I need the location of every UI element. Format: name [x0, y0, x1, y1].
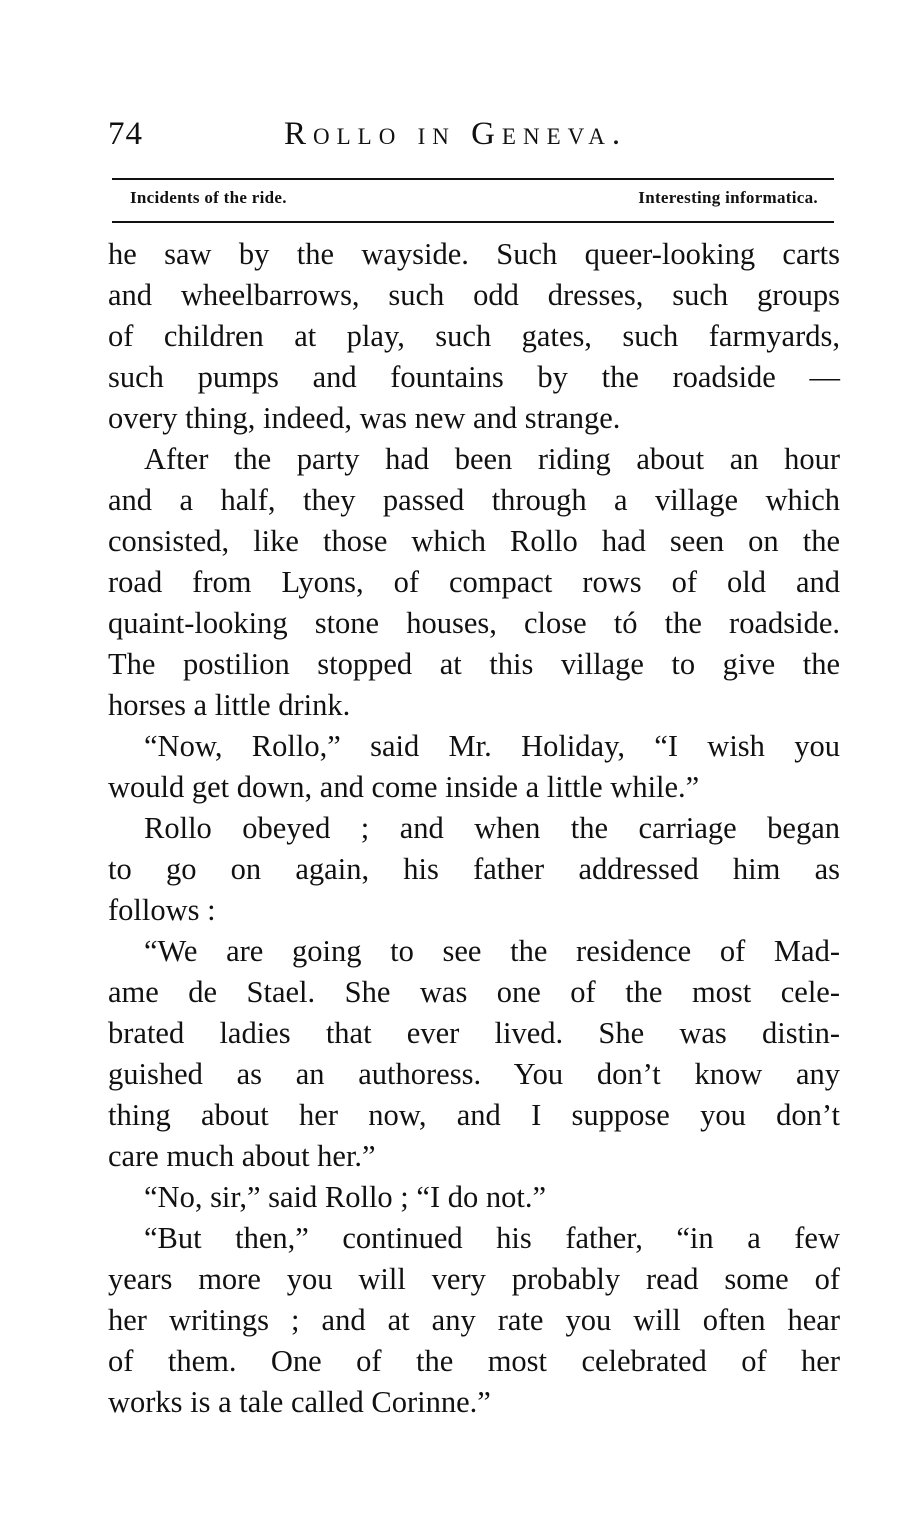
- text-line: her writings ; and at any rate you will often hear: [108, 1303, 840, 1337]
- text-line: road from Lyons, of compact rows of old and: [108, 565, 840, 599]
- text-line: The postilion stopped at this village to give the: [108, 647, 840, 681]
- running-head: [108, 112, 836, 162]
- text-line: of them. One of the most celebrated of her: [108, 1344, 840, 1378]
- text-line: “No, sir,” said Rollo ; “I do not.”: [144, 1180, 546, 1214]
- text-line: care much about her.”: [108, 1139, 376, 1173]
- text-line: guished as an authoress. You don’t know any: [108, 1057, 840, 1091]
- text-line: quaint-looking stone houses, close tó the roadside.: [108, 606, 840, 640]
- text-line: years more you will very probably read some of: [108, 1262, 840, 1296]
- text-line: to go on again, his father addressed him as: [108, 852, 840, 886]
- text-line: works is a tale called Corinne.”: [108, 1385, 491, 1419]
- text-line: “Now, Rollo,” said Mr. Holiday, “I wish you: [144, 729, 840, 763]
- page-number: 74: [108, 116, 143, 152]
- text-line: brated ladies that ever lived. She was distin-: [108, 1016, 840, 1050]
- text-line: Rollo obeyed ; and when the carriage began: [144, 811, 840, 845]
- text-line: follows :: [108, 893, 216, 927]
- text-line: thing about her now, and I suppose you don’t: [108, 1098, 840, 1132]
- book-title: Rollo in Geneva.: [284, 116, 628, 152]
- chapter-subhead-right: Interesting informatica.: [638, 188, 818, 207]
- text-line: he saw by the wayside. Such queer-looking carts: [108, 237, 840, 271]
- text-line: “But then,” continued his father, “in a few: [144, 1221, 840, 1255]
- text-line: such pumps and fountains by the roadside —: [108, 360, 840, 394]
- header-rule-bottom: [112, 221, 834, 223]
- text-line: of children at play, such gates, such farmyards,: [108, 319, 840, 353]
- header-rule-top: [112, 178, 834, 180]
- body-text: [108, 234, 840, 1423]
- text-line: would get down, and come inside a little while.”: [108, 770, 700, 804]
- text-line: horses a little drink.: [108, 688, 351, 722]
- chapter-subhead-left: Incidents of the ride.: [130, 188, 287, 207]
- text-line: overy thing, indeed, was new and strange.: [108, 401, 621, 435]
- text-line: After the party had been riding about an hour: [144, 442, 840, 476]
- text-line: ame de Stael. She was one of the most cele-: [108, 975, 840, 1009]
- text-line: and a half, they passed through a village which: [108, 483, 840, 517]
- text-line: and wheelbarrows, such odd dresses, such groups: [108, 278, 840, 312]
- text-line: consisted, like those which Rollo had seen on the: [108, 524, 840, 558]
- text-line: “We are going to see the residence of Mad-: [144, 934, 840, 968]
